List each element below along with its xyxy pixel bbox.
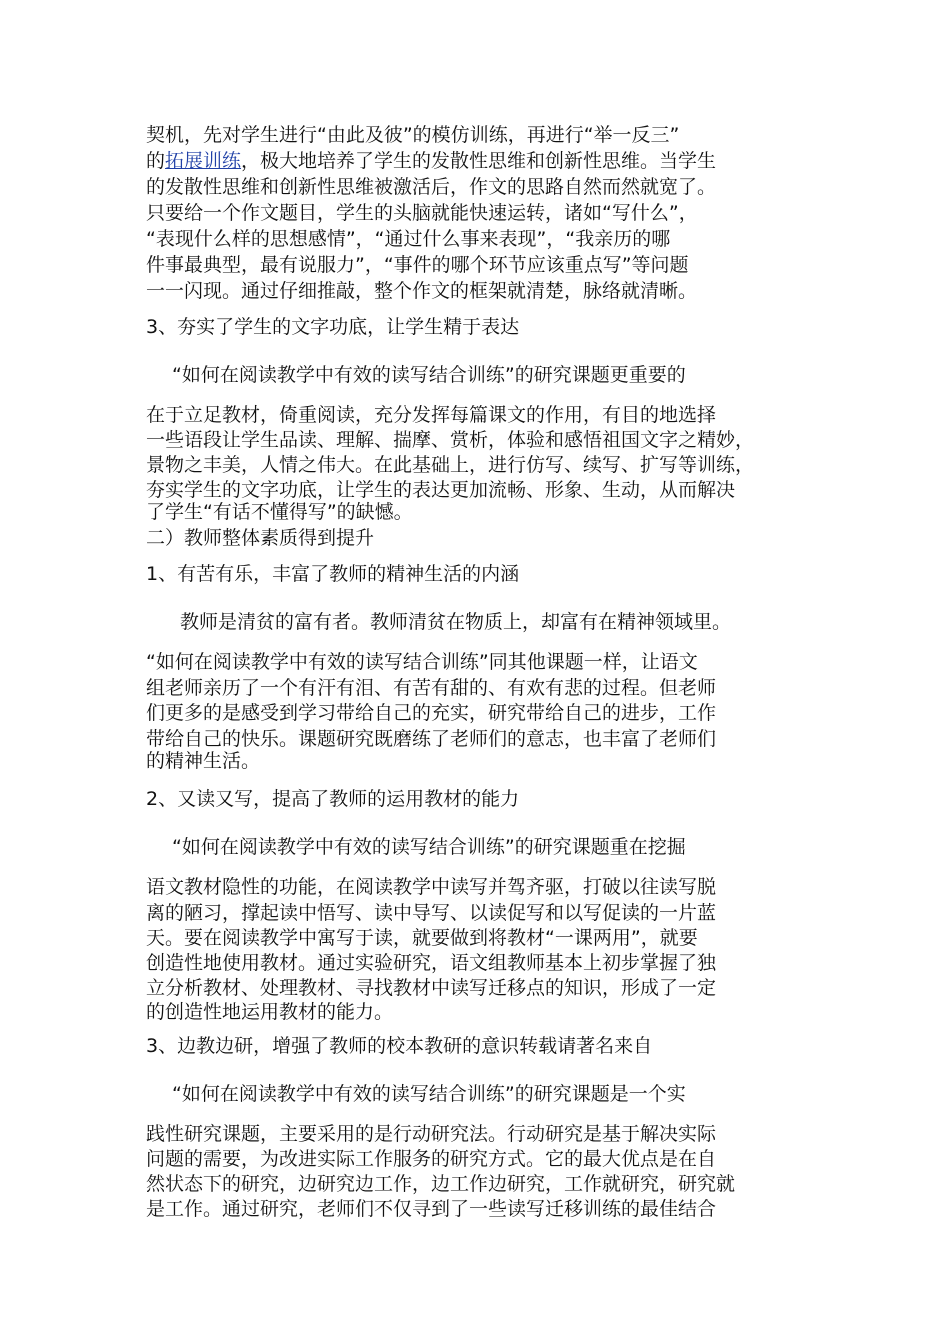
paragraph-line: “表现什么样的思想感情”，“通过什么事来表现”，“我亲历的哪 [146, 228, 671, 250]
paragraph-line: 立分析教材、处理教材、寻找教材中读写迁移点的知识，形成了一定 [146, 977, 717, 999]
paragraph-line: 创造性地使用教材。通过实验研究，语文组教师基本上初步掌握了独 [146, 952, 717, 974]
paragraph-line: 在于立足教材，倚重阅读，充分发挥每篇课文的作用，有目的地选择 [146, 404, 717, 426]
paragraph-line: 问题的需要，为改进实际工作服务的研究方式。它的最大优点是在自 [146, 1148, 717, 1170]
paragraph-line: 组老师亲历了一个有汗有泪、有苦有甜的、有欢有悲的过程。但老师 [146, 677, 717, 699]
section-heading: 3、边教边研，增强了教师的校本教研的意识转载请著名来自 [146, 1035, 653, 1057]
text-run: 的 [146, 150, 166, 172]
paragraph-line: 只要给一个作文题目，学生的头脑就能快速运转，诸如“写什么”， [146, 202, 698, 224]
paragraph-line: 们更多的是感受到学习带给自己的充实，研究带给自己的进步，工作 [146, 702, 717, 724]
section-heading: 1、有苦有乐，丰富了教师的精神生活的内涵 [146, 563, 520, 585]
paragraph-line: 景物之丰美，人情之伟大。在此基础上，进行仿写、续写、扩写等训练， [146, 454, 755, 476]
section-heading: 3、夯实了学生的文字功底，让学生精于表达 [146, 316, 520, 338]
text-run: ，极大地培养了学生的发散性思维和创新性思维。当学生 [241, 150, 717, 172]
paragraph-first-line: “如何在阅读教学中有效的读写结合训练”的研究课题更重要的 [172, 364, 686, 386]
section-heading: 2、又读又写，提高了教师的运用教材的能力 [146, 788, 520, 810]
paragraph-line: 的创造性地运用教材的能力。 [146, 1001, 394, 1023]
section-heading: 二）教师整体素质得到提升 [146, 527, 375, 549]
paragraph-line: 践性研究课题，主要采用的是行动研究法。行动研究是基于解决实际 [146, 1123, 717, 1145]
paragraph-line: 是工作。通过研究，老师们不仅寻到了一些读写迁移训练的最佳结合 [146, 1198, 717, 1220]
paragraph-line: 契机，先对学生进行“由此及彼”的模仿训练，再进行“举一反三” [146, 124, 680, 146]
paragraph-line: 件事最典型，最有说服力”，“事件的哪个环节应该重点写”等问题 [146, 254, 689, 276]
paragraph-line: 带给自己的快乐。课题研究既磨练了老师们的意志，也丰富了老师们 [146, 728, 717, 750]
paragraph-line: 离的陋习，撑起读中悟写、读中导写、以读促写和以写促读的一片蓝 [146, 902, 717, 924]
paragraph-line: 天。要在阅读教学中寓写于读，就要做到将教材“一课两用”，就要 [146, 927, 698, 949]
paragraph-first-line: “如何在阅读教学中有效的读写结合训练”的研究课题是一个实 [172, 1083, 686, 1105]
paragraph-line: 的发散性思维和创新性思维被激活后，作文的思路自然而然就宽了。 [146, 176, 717, 198]
paragraph-line: 然状态下的研究，边研究边工作，边工作边研究，工作就研究，研究就 [146, 1173, 736, 1195]
paragraph-line: 语文教材隐性的功能，在阅读教学中读写并驾齐驱，打破以往读写脱 [146, 876, 717, 898]
paragraph-line: 的精神生活。 [146, 750, 261, 772]
paragraph-line [146, 149, 826, 174]
paragraph-line: 了学生“有话不懂得写”的缺憾。 [146, 501, 413, 523]
paragraph-first-line: 教师是清贫的富有者。教师清贫在物质上，却富有在精神领域里。 [180, 611, 732, 633]
paragraph-first-line: “如何在阅读教学中有效的读写结合训练”的研究课题重在挖掘 [172, 836, 686, 858]
paragraph-line: 一一闪现。通过仔细推敲，整个作文的框架就清楚，脉络就清晰。 [146, 280, 698, 302]
paragraph-line: 一些语段让学生品读、理解、揣摩、赏析，体验和感悟祖国文字之精妙， [146, 429, 755, 451]
paragraph-line: 夯实学生的文字功底，让学生的表达更加流畅、形象、生动，从而解决 [146, 479, 736, 501]
expansion-training-link[interactable]: 拓展训练 [165, 150, 242, 172]
paragraph-line: “如何在阅读教学中有效的读写结合训练”同其他课题一样，让语文 [146, 651, 698, 673]
